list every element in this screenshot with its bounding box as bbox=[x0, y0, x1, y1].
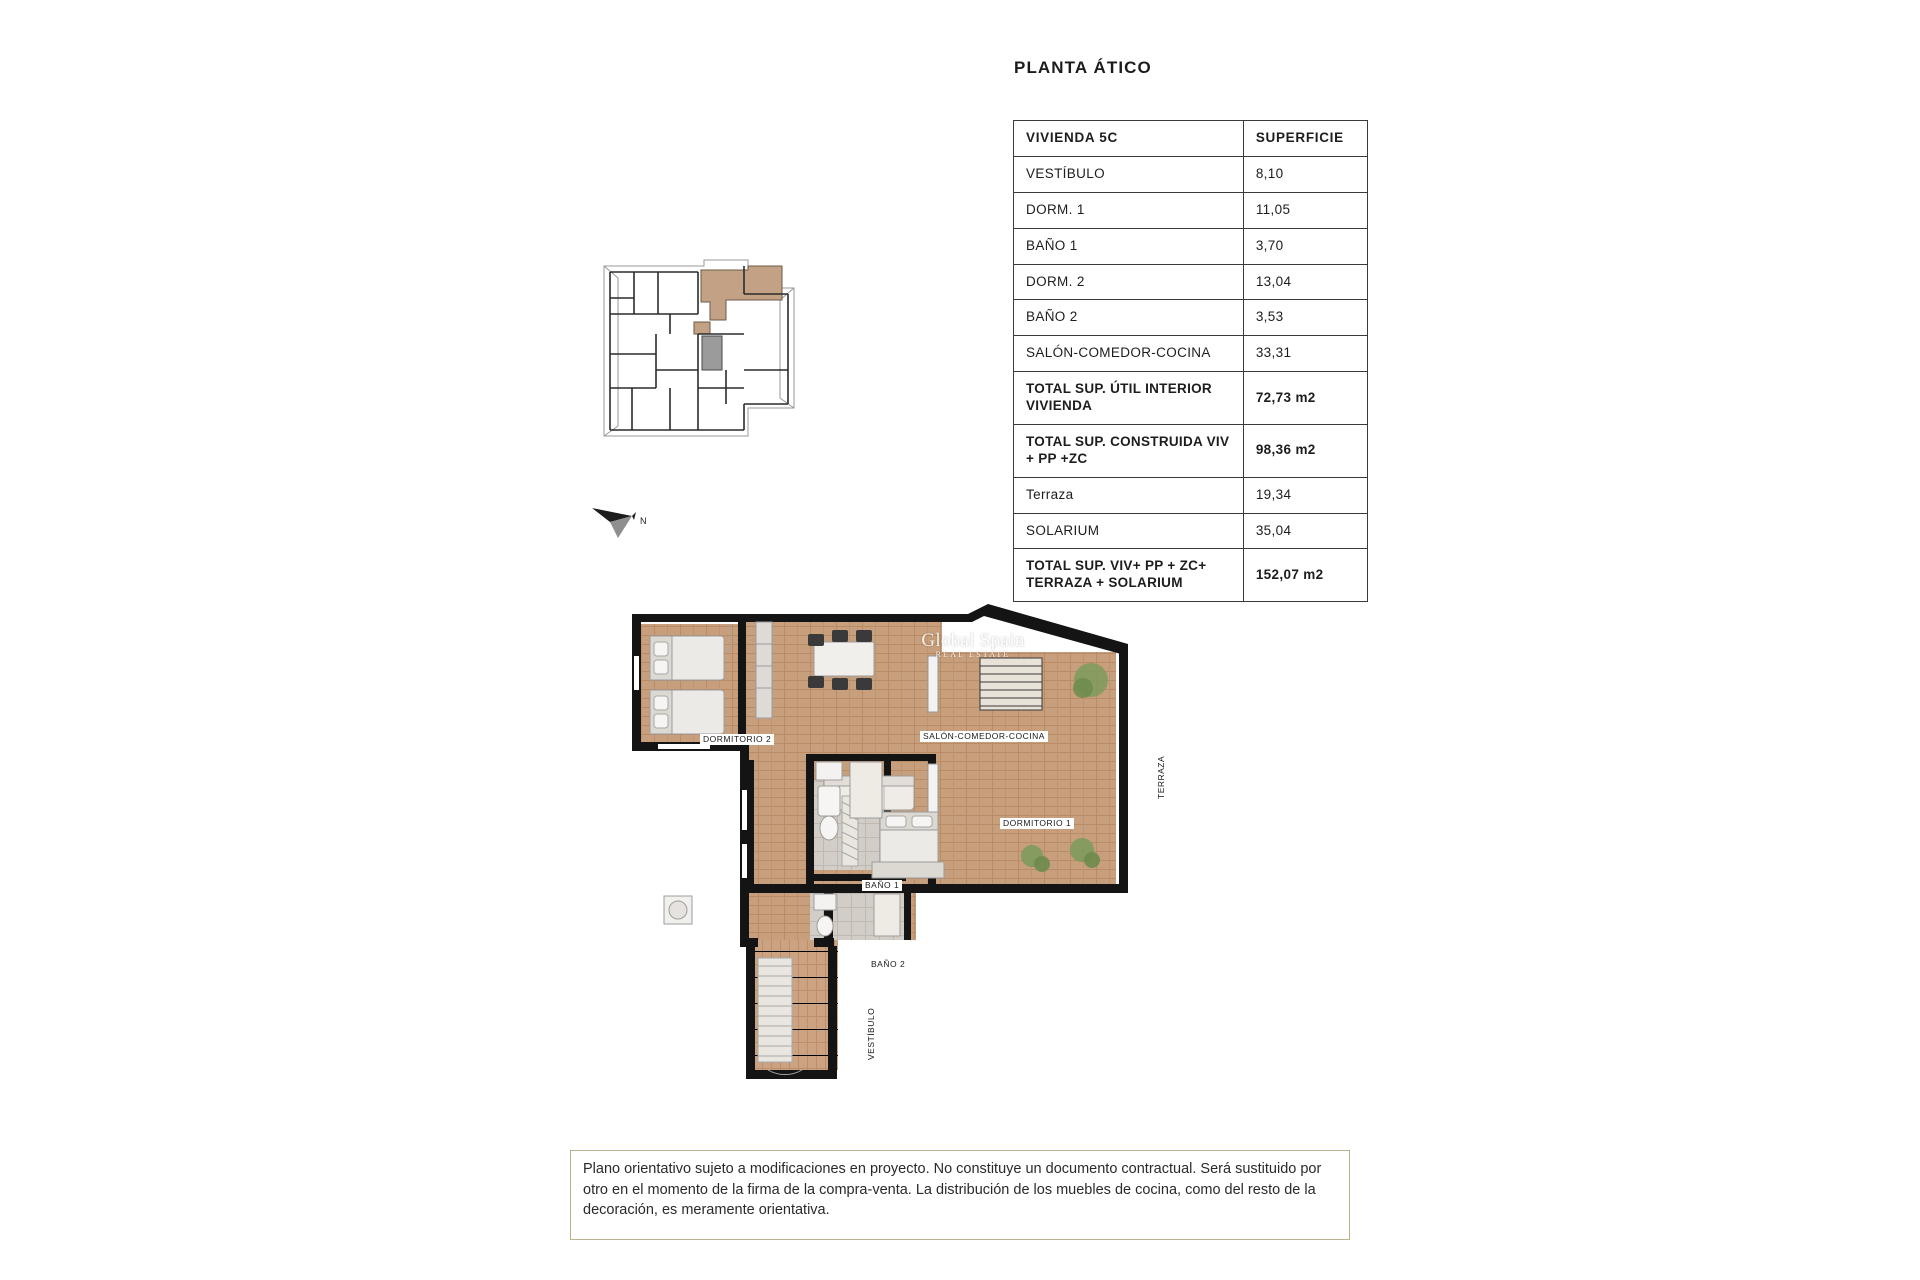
row-name: TOTAL SUP. VIV+ PP + ZC+ TERRAZA + SOLARIUM bbox=[1014, 549, 1244, 602]
table-row bbox=[1014, 513, 1368, 549]
row-name: Terraza bbox=[1014, 477, 1244, 513]
row-name: DORM. 1 bbox=[1014, 192, 1244, 228]
row-value: 13,04 bbox=[1243, 264, 1367, 300]
table-row bbox=[1014, 228, 1368, 264]
room-label-dormitorio-1: DORMITORIO 1 bbox=[1000, 818, 1074, 829]
watermark-subtitle: REAL ESTATE bbox=[935, 650, 1011, 659]
floor-plan-drawing bbox=[628, 600, 1268, 1140]
row-value: 33,31 bbox=[1243, 336, 1367, 372]
row-value: 3,70 bbox=[1243, 228, 1367, 264]
row-name: DORM. 2 bbox=[1014, 264, 1244, 300]
row-value: 35,04 bbox=[1243, 513, 1367, 549]
table-row bbox=[1014, 264, 1368, 300]
watermark-brand: Global Spain bbox=[921, 630, 1025, 651]
situation-keyplan bbox=[598, 258, 798, 443]
table-row bbox=[1014, 477, 1368, 513]
room-label-vestibulo: VESTÍBULO bbox=[866, 1005, 877, 1063]
room-label-terraza: TERRAZA bbox=[1156, 753, 1167, 802]
row-name: SALÓN-COMEDOR-COCINA bbox=[1014, 336, 1244, 372]
table-header-unit: VIVIENDA 5C bbox=[1014, 121, 1244, 157]
room-label-dormitorio-2: DORMITORIO 2 bbox=[700, 734, 774, 745]
surface-table bbox=[1013, 120, 1368, 602]
room-label-bano-2: BAÑO 2 bbox=[868, 959, 908, 970]
table-row bbox=[1014, 300, 1368, 336]
row-value: 11,05 bbox=[1243, 192, 1367, 228]
row-name: SOLARIUM bbox=[1014, 513, 1244, 549]
table-row bbox=[1014, 156, 1368, 192]
table-header-row bbox=[1014, 121, 1368, 157]
table-row-total bbox=[1014, 549, 1368, 602]
page-title: PLANTA ÁTICO bbox=[1014, 58, 1152, 77]
room-label-bano-1: BAÑO 1 bbox=[862, 880, 902, 891]
row-name: TOTAL SUP. ÚTIL INTERIOR VIVIENDA bbox=[1014, 372, 1244, 425]
row-value: 8,10 bbox=[1243, 156, 1367, 192]
table-header-surface: SUPERFICIE bbox=[1243, 121, 1367, 157]
row-value: 72,73 m2 bbox=[1243, 372, 1367, 425]
table-row-total bbox=[1014, 424, 1368, 477]
room-label-salon: SALÓN-COMEDOR-COCINA bbox=[920, 731, 1048, 742]
row-value: 152,07 m2 bbox=[1243, 549, 1367, 602]
row-name: BAÑO 2 bbox=[1014, 300, 1244, 336]
row-name: TOTAL SUP. CONSTRUIDA VIV + PP +ZC bbox=[1014, 424, 1244, 477]
row-name: BAÑO 1 bbox=[1014, 228, 1244, 264]
table-row bbox=[1014, 336, 1368, 372]
row-value: 98,36 m2 bbox=[1243, 424, 1367, 477]
row-value: 19,34 bbox=[1243, 477, 1367, 513]
disclaimer-note: Plano orientativo sujeto a modificaciones en proyecto. No constituye un documento contractual. Será sustituido por otro en el momento de la firma de la compra-venta. La distribución de los muebles de cocina, como del resto de la decoración, es meramente orientativa. bbox=[570, 1150, 1350, 1240]
row-value: 3,53 bbox=[1243, 300, 1367, 336]
row-name: VESTÍBULO bbox=[1014, 156, 1244, 192]
compass-icon bbox=[588, 490, 658, 550]
table-row bbox=[1014, 192, 1368, 228]
compass-label: N bbox=[640, 516, 647, 526]
table-row-total bbox=[1014, 372, 1368, 425]
